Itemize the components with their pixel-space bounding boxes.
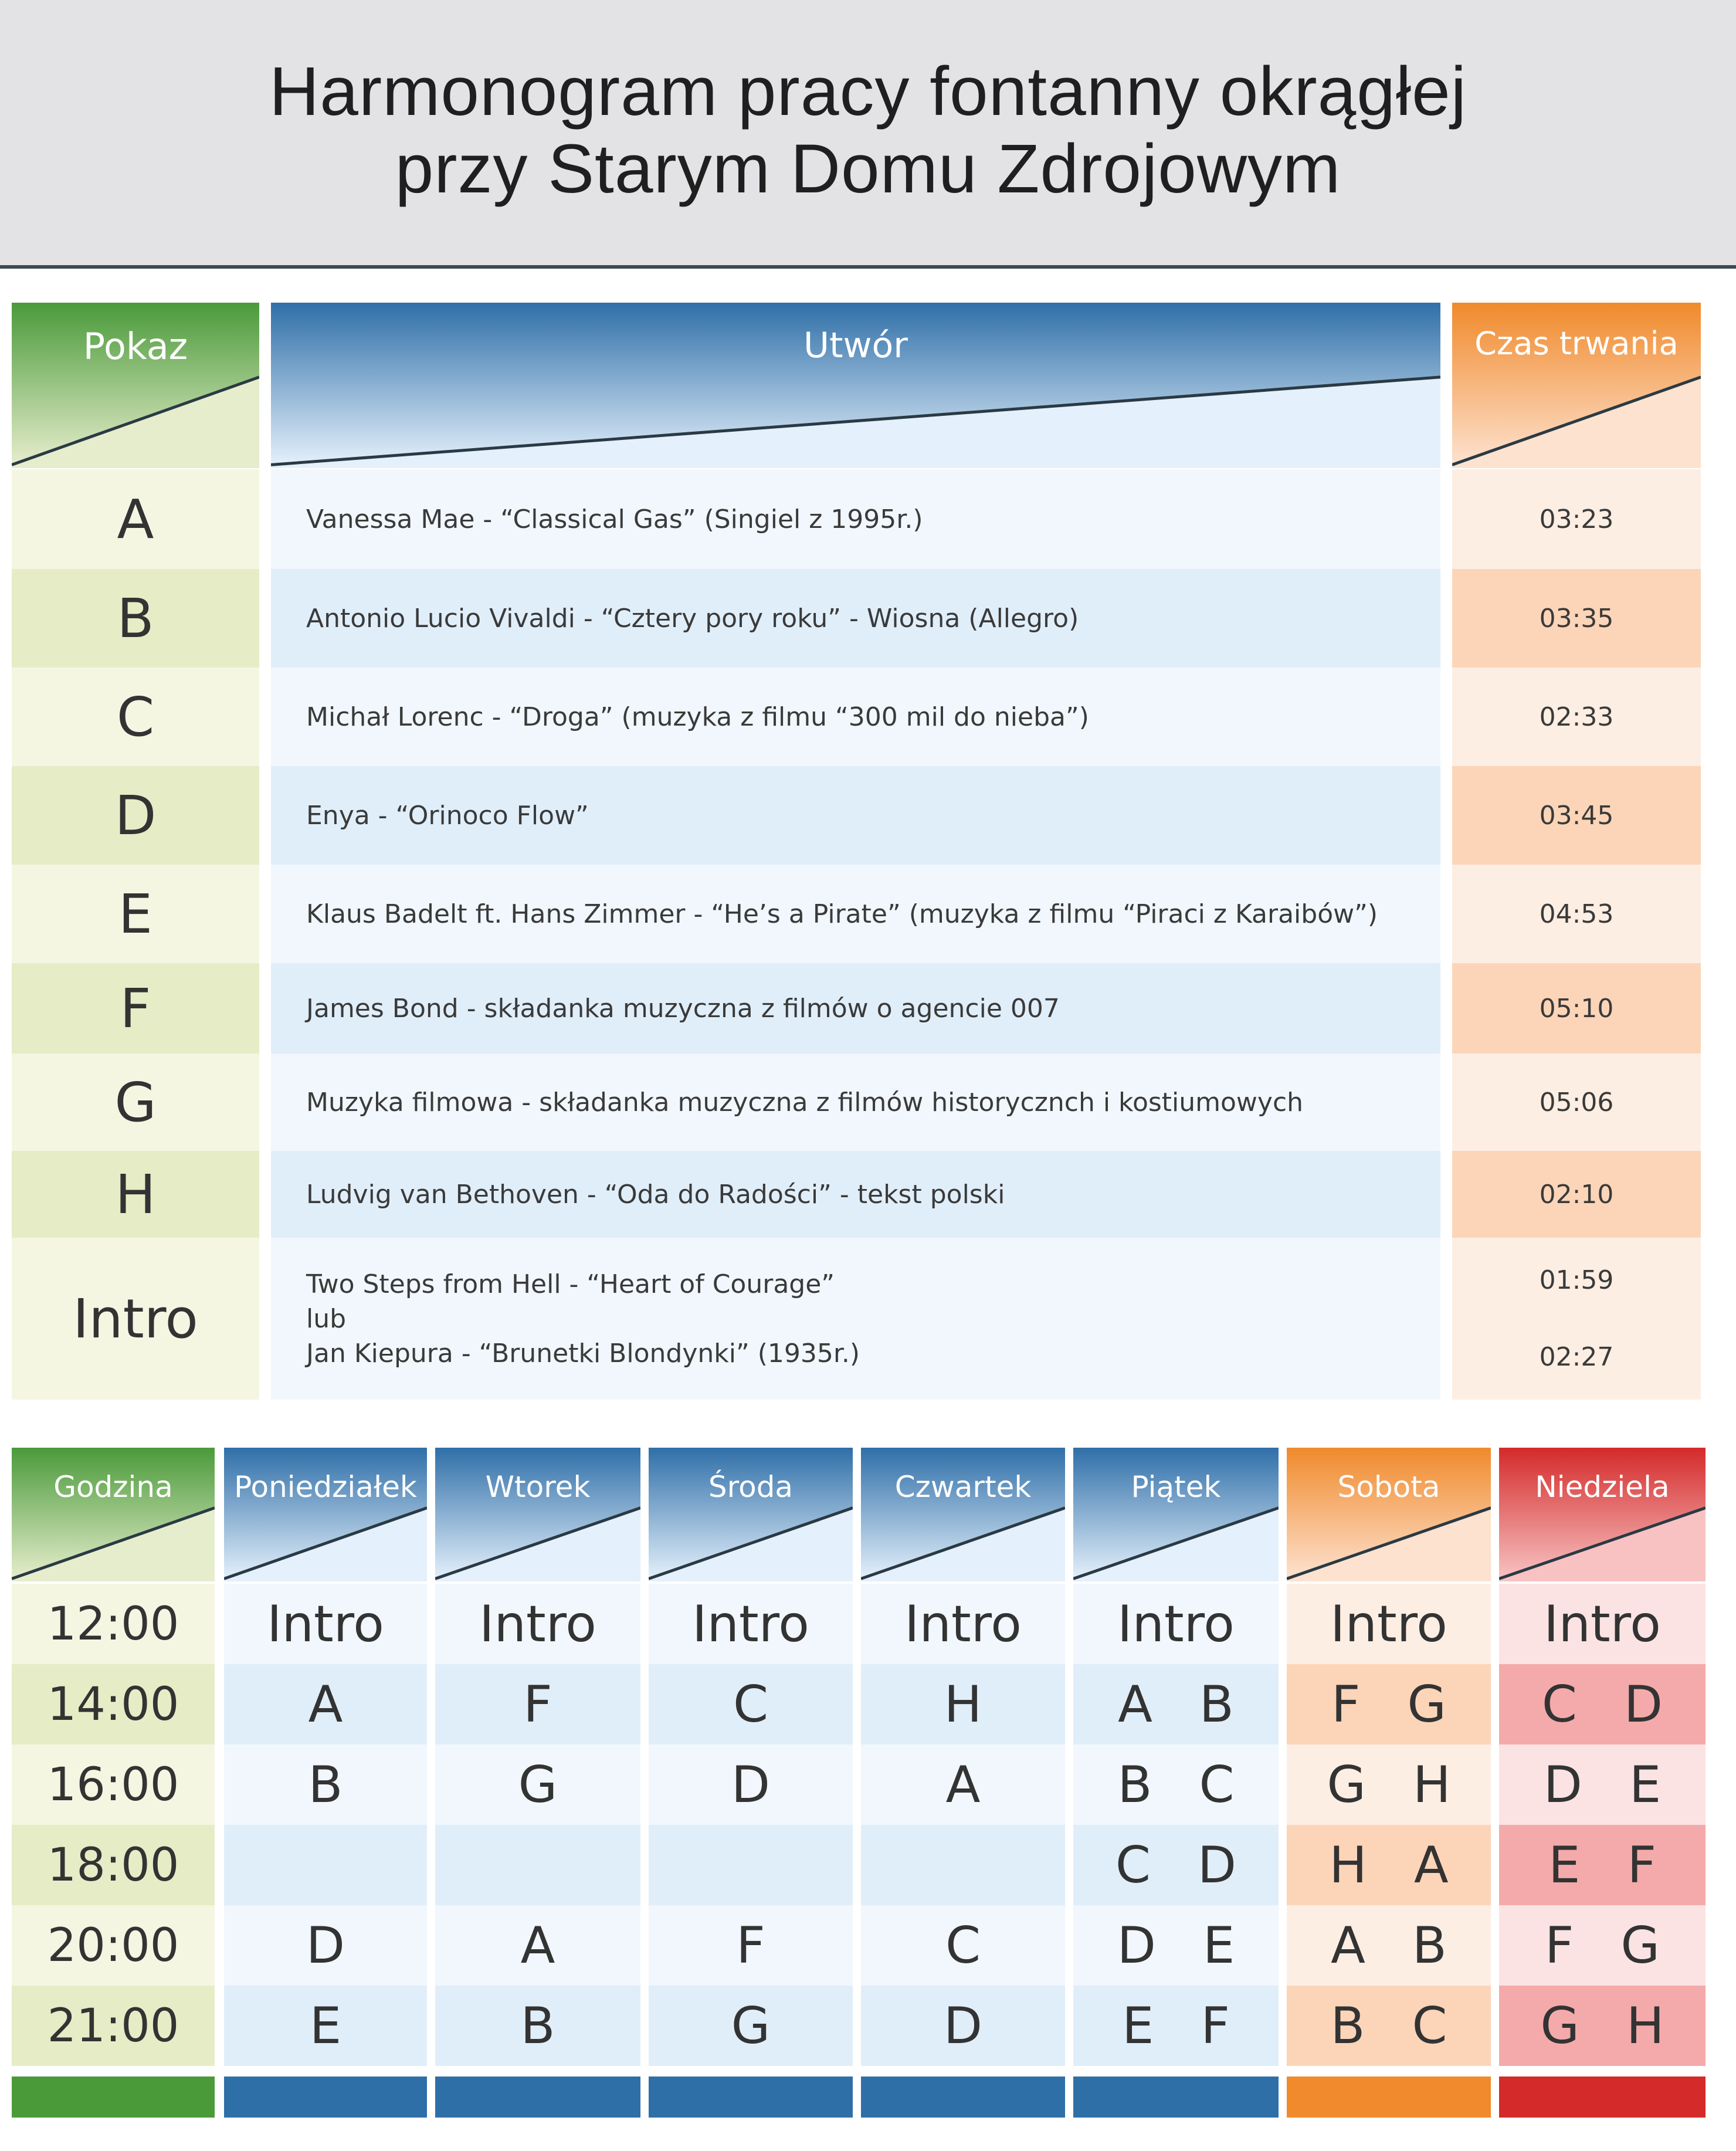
show-group — [1499, 1595, 1706, 1654]
duration-value: 02:10 — [1539, 1179, 1614, 1210]
scheduled-show: Intro — [267, 1594, 384, 1654]
schedule-hour-cell — [12, 1744, 215, 1825]
header-godzina-label: Godzina — [53, 1470, 173, 1504]
scheduled-show: E — [1629, 1755, 1662, 1814]
header-day-7-label: Niedziela — [1535, 1470, 1670, 1504]
show-group — [861, 1997, 1065, 2055]
hour-label: 12:00 — [47, 1597, 179, 1651]
scheduled-show: A — [945, 1755, 981, 1814]
scheduled-show: A — [1118, 1675, 1152, 1734]
schedule-cell — [1073, 1584, 1279, 1664]
schedule-cell — [1287, 1825, 1491, 1905]
scheduled-show: D — [1543, 1755, 1582, 1814]
piece-title: James Bond - składanka muzyczna z filmów o agencie 007 — [306, 993, 1060, 1024]
schedule-cell — [435, 1584, 640, 1664]
piece-title: Muzyka filmowa - składanka muzyczna z filmów historycznch i kostiumowych — [306, 1087, 1304, 1117]
show-group — [435, 1997, 640, 2055]
footer-bar — [224, 2077, 427, 2118]
program-row-duration — [1452, 963, 1701, 1054]
show-group — [224, 1916, 427, 1975]
header-day-1 — [224, 1448, 427, 1581]
hour-label: 20:00 — [47, 1919, 179, 1972]
schedule-cell — [224, 1664, 427, 1744]
program-row-piece — [271, 668, 1440, 766]
program-row-duration — [1452, 668, 1701, 766]
piece-title: Vanessa Mae - “Classical Gas” (Singiel z 1995r.) — [306, 504, 923, 534]
title-banner — [0, 0, 1736, 269]
schedule-cell — [649, 1986, 853, 2066]
schedule-cell — [224, 1744, 427, 1825]
scheduled-show: E — [1122, 1996, 1154, 2055]
show-letter: E — [118, 882, 153, 946]
hour-label: 18:00 — [47, 1838, 179, 1892]
program-row-piece — [271, 963, 1440, 1054]
program-row-show — [12, 1238, 259, 1400]
program-row-show — [12, 569, 259, 668]
header-godzina-background — [12, 1448, 215, 1581]
show-letter: C — [116, 685, 155, 748]
scheduled-show: C — [1199, 1755, 1235, 1814]
schedule-cell — [224, 1584, 427, 1664]
footer-bar — [1499, 2077, 1706, 2118]
show-group — [1073, 1756, 1279, 1814]
header-day-2-background — [435, 1448, 640, 1581]
scheduled-show: A — [1413, 1835, 1449, 1895]
header-day-5-background — [1073, 1448, 1279, 1581]
show-group — [1499, 1997, 1706, 2055]
scheduled-show: A — [308, 1675, 343, 1734]
schedule-cell — [861, 1664, 1065, 1744]
scheduled-show: Intro — [1117, 1594, 1235, 1654]
scheduled-show: E — [309, 1996, 342, 2055]
header-day-1-label: Poniedziałek — [234, 1470, 417, 1504]
hour-label: 21:00 — [47, 1999, 179, 2052]
hour-label: 16:00 — [47, 1758, 179, 1811]
scheduled-show: B — [308, 1755, 343, 1814]
schedule-cell — [1287, 1905, 1491, 1986]
show-group — [435, 1916, 640, 1975]
header-day-3-background — [649, 1448, 853, 1581]
page-title-line-2: przy Starym Domu Zdrojowym — [395, 130, 1341, 208]
piece-title: Enya - “Orinoco Flow” — [306, 800, 589, 831]
show-group — [1287, 1595, 1491, 1654]
scheduled-show: G — [518, 1755, 558, 1814]
program-row-show — [12, 469, 259, 569]
duration-value: 03:35 — [1539, 603, 1614, 634]
scheduled-show: D — [1197, 1835, 1237, 1895]
program-row-show — [12, 766, 259, 865]
program-row-piece — [271, 569, 1440, 668]
schedule-cell — [649, 1825, 853, 1905]
duration-value: 03:45 — [1539, 800, 1614, 831]
show-group — [1499, 1916, 1706, 1975]
program-row-piece — [271, 469, 1440, 569]
show-group — [1073, 1916, 1279, 1975]
program-row-piece — [271, 1238, 1440, 1400]
header-utwor — [271, 303, 1440, 468]
show-intro: Intro — [73, 1287, 198, 1350]
scheduled-show: G — [1620, 1916, 1660, 1975]
schedule-cell — [649, 1584, 853, 1664]
schedule-cell — [1287, 1664, 1491, 1744]
footer-bar — [1073, 2077, 1279, 2118]
scheduled-show: F — [1627, 1835, 1656, 1895]
show-letter: F — [120, 977, 151, 1040]
piece-connector: lub — [306, 1303, 347, 1334]
schedule-cell — [1499, 1664, 1706, 1744]
header-day-5-label: Piątek — [1131, 1470, 1221, 1504]
show-group — [1073, 1997, 1279, 2055]
duration-value: 02:33 — [1539, 702, 1614, 732]
show-group — [224, 1675, 427, 1734]
scheduled-show: D — [943, 1996, 983, 2055]
scheduled-show: H — [1626, 1996, 1664, 2055]
footer-bar — [649, 2077, 853, 2118]
header-day-4-background — [861, 1448, 1065, 1581]
header-pokaz — [12, 303, 259, 468]
piece-title: Two Steps from Hell - “Heart of Courage” — [306, 1269, 835, 1299]
show-group — [1073, 1836, 1279, 1895]
schedule-cell — [224, 1905, 427, 1986]
schedule-cell — [1287, 1584, 1491, 1664]
schedule-cell — [1499, 1986, 1706, 2066]
program-row-duration — [1452, 569, 1701, 668]
program-row-duration — [1452, 469, 1701, 569]
show-letter: D — [114, 784, 157, 847]
schedule-cell — [861, 1825, 1065, 1905]
scheduled-show: B — [1412, 1916, 1447, 1975]
header-day-7-background — [1499, 1448, 1706, 1581]
header-utwor-label: Utwór — [803, 325, 908, 366]
scheduled-show: D — [1623, 1675, 1663, 1734]
schedule-cell — [649, 1905, 853, 1986]
program-row-show — [12, 1054, 259, 1151]
scheduled-show: B — [1330, 1996, 1365, 2055]
schedule-cell — [1499, 1825, 1706, 1905]
duration-value: 05:06 — [1539, 1087, 1614, 1117]
scheduled-show: Intro — [904, 1594, 1022, 1654]
schedule-cell — [1499, 1744, 1706, 1825]
schedule-cell — [1073, 1825, 1279, 1905]
duration-value: 02:27 — [1539, 1342, 1614, 1372]
program-row-duration — [1452, 1054, 1701, 1151]
header-day-2 — [435, 1448, 640, 1581]
program-row-duration — [1452, 1238, 1701, 1400]
scheduled-show: H — [944, 1675, 982, 1734]
scheduled-show: C — [733, 1675, 769, 1734]
schedule-cell — [861, 1986, 1065, 2066]
schedule-cell — [1499, 1905, 1706, 1986]
schedule-cell — [435, 1744, 640, 1825]
show-group — [861, 1595, 1065, 1654]
header-czas-trwania-label: Czas trwania — [1474, 325, 1679, 362]
header-czas-trwania — [1452, 303, 1701, 468]
scheduled-show: F — [1201, 1996, 1230, 2055]
program-row-duration — [1452, 766, 1701, 865]
scheduled-show: C — [1412, 1996, 1447, 2055]
schedule-hour-cell — [12, 1664, 215, 1744]
schedule-cell — [435, 1825, 640, 1905]
scheduled-show: D — [306, 1916, 345, 1975]
show-group — [1287, 1916, 1491, 1975]
footer-bar — [12, 2077, 215, 2118]
show-letter: B — [117, 587, 154, 650]
program-row-show — [12, 865, 259, 963]
schedule-hour-cell — [12, 1986, 215, 2066]
show-group — [1287, 1997, 1491, 2055]
schedule-cell — [861, 1584, 1065, 1664]
schedule-cell — [435, 1905, 640, 1986]
show-group — [435, 1756, 640, 1814]
show-group — [1073, 1675, 1279, 1734]
show-group — [861, 1916, 1065, 1975]
scheduled-show: H — [1412, 1755, 1451, 1814]
schedule-hour-cell — [12, 1584, 215, 1664]
piece-title: Klaus Badelt ft. Hans Zimmer - “He’s a Pirate” (muzyka z filmu “Piraci z Karaibów”) — [306, 899, 1378, 929]
duration-value: 01:59 — [1539, 1265, 1614, 1295]
show-group — [1287, 1675, 1491, 1734]
header-day-5 — [1073, 1448, 1279, 1581]
schedule-hour-cell — [12, 1825, 215, 1905]
footer-bar — [1287, 2077, 1491, 2118]
program-row-piece — [271, 766, 1440, 865]
header-day-6-label: Sobota — [1337, 1470, 1440, 1504]
scheduled-show: Intro — [1330, 1594, 1447, 1654]
show-group — [435, 1595, 640, 1654]
show-group — [1287, 1756, 1491, 1814]
scheduled-show: G — [1540, 1996, 1579, 2055]
scheduled-show: E — [1548, 1835, 1581, 1895]
header-day-3 — [649, 1448, 853, 1581]
schedule-cell — [649, 1664, 853, 1744]
scheduled-show: D — [731, 1755, 771, 1814]
footer-bar — [861, 2077, 1065, 2118]
schedule-cell — [435, 1664, 640, 1744]
header-day-2-label: Wtorek — [485, 1470, 591, 1504]
schedule-cell — [435, 1986, 640, 2066]
scheduled-show: G — [1407, 1675, 1447, 1734]
show-group — [649, 1756, 853, 1814]
scheduled-show: Intro — [479, 1594, 596, 1654]
header-day-6-background — [1287, 1448, 1491, 1581]
program-row-piece — [271, 1054, 1440, 1151]
scheduled-show: B — [1117, 1755, 1152, 1814]
scheduled-show: G — [731, 1996, 771, 2055]
show-group — [435, 1675, 640, 1734]
show-letter: G — [114, 1071, 157, 1134]
footer-bar — [435, 2077, 640, 2118]
header-day-6 — [1287, 1448, 1491, 1581]
piece-title: Antonio Lucio Vivaldi - “Cztery pory roku” - Wiosna (Allegro) — [306, 603, 1079, 634]
program-row-show — [12, 668, 259, 766]
show-group — [224, 1595, 427, 1654]
program-row-piece — [271, 1151, 1440, 1238]
duration-value: 04:53 — [1539, 899, 1614, 929]
schedule-cell — [1073, 1986, 1279, 2066]
header-day-3-label: Środa — [708, 1470, 794, 1504]
program-row-duration — [1452, 865, 1701, 963]
show-group — [649, 1916, 853, 1975]
show-group — [861, 1756, 1065, 1814]
show-group — [224, 1756, 427, 1814]
hour-label: 14:00 — [47, 1678, 179, 1731]
scheduled-show: Intro — [1544, 1594, 1661, 1654]
schedule-hour-cell — [12, 1905, 215, 1986]
scheduled-show: H — [1329, 1835, 1367, 1895]
page-title-line-1: Harmonogram pracy fontanny okrągłej — [269, 53, 1467, 130]
scheduled-show: F — [1544, 1916, 1574, 1975]
schedule-cell — [1499, 1584, 1706, 1664]
show-group — [224, 1997, 427, 2055]
scheduled-show: D — [1117, 1916, 1156, 1975]
schedule-cell — [861, 1905, 1065, 1986]
scheduled-show: C — [945, 1916, 981, 1975]
scheduled-show: C — [1115, 1835, 1151, 1895]
schedule-cell — [1073, 1905, 1279, 1986]
scheduled-show: F — [736, 1916, 765, 1975]
header-godzina — [12, 1448, 215, 1581]
header-day-4 — [861, 1448, 1065, 1581]
show-group — [1499, 1756, 1706, 1814]
schedule-cell — [1287, 1986, 1491, 2066]
schedule-cell — [1287, 1744, 1491, 1825]
program-row-duration — [1452, 1151, 1701, 1238]
show-group — [1073, 1595, 1279, 1654]
show-group — [649, 1675, 853, 1734]
schedule-cell — [649, 1744, 853, 1825]
duration-value: 05:10 — [1539, 993, 1614, 1024]
show-letter: A — [117, 487, 154, 551]
schedule-cell — [224, 1825, 427, 1905]
header-pokaz-label: Pokaz — [83, 325, 188, 368]
scheduled-show: A — [1331, 1916, 1365, 1975]
show-group — [1499, 1836, 1706, 1895]
scheduled-show: B — [520, 1996, 555, 2055]
show-group — [649, 1997, 853, 2055]
scheduled-show: G — [1327, 1755, 1366, 1814]
show-group — [1287, 1836, 1491, 1895]
schedule-cell — [1073, 1664, 1279, 1744]
scheduled-show: B — [1199, 1675, 1234, 1734]
program-row-piece — [271, 865, 1440, 963]
scheduled-show: E — [1202, 1916, 1235, 1975]
show-group — [649, 1595, 853, 1654]
header-day-4-label: Czwartek — [894, 1470, 1032, 1504]
scheduled-show: F — [523, 1675, 552, 1734]
program-row-show — [12, 963, 259, 1054]
scheduled-show: F — [1331, 1675, 1361, 1734]
piece-title: Jan Kiepura - “Brunetki Blondynki” (1935r.) — [306, 1338, 860, 1368]
header-day-1-background — [224, 1448, 427, 1581]
piece-title: Michał Lorenc - “Droga” (muzyka z filmu “300 mil do nieba”) — [306, 702, 1089, 732]
schedule-cell — [1073, 1744, 1279, 1825]
schedule-cell — [224, 1986, 427, 2066]
show-group — [1499, 1675, 1706, 1734]
schedule-cell — [861, 1744, 1065, 1825]
piece-title: Ludvig van Bethoven - “Oda do Radości” - tekst polski — [306, 1179, 1005, 1210]
show-letter: H — [115, 1163, 156, 1226]
scheduled-show: C — [1541, 1675, 1577, 1734]
show-group — [861, 1675, 1065, 1734]
scheduled-show: A — [520, 1916, 555, 1975]
program-row-show — [12, 1151, 259, 1238]
duration-value: 03:23 — [1539, 504, 1614, 534]
scheduled-show: Intro — [692, 1594, 809, 1654]
header-day-7 — [1499, 1448, 1706, 1581]
